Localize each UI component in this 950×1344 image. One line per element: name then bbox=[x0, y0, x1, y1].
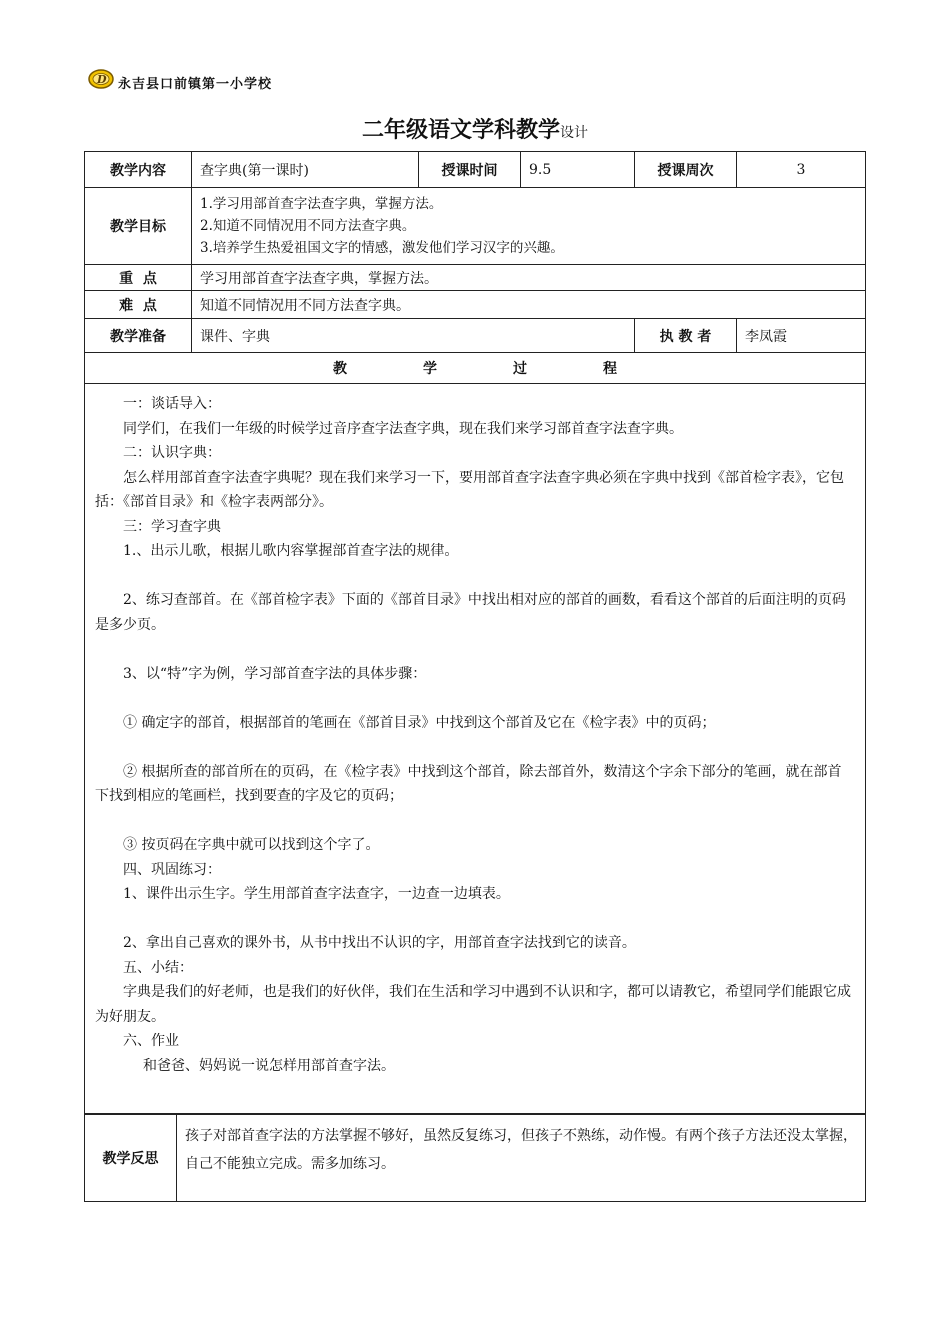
process-paragraph: 怎么样用部首查字法查字典呢？现在我们来学习一下，要用部首查字法查字典必须在字典中找到《部首检字表》，它包括：《部首目录》和《检字表两部分》。 bbox=[95, 469, 844, 510]
week-label: 授课周次 bbox=[635, 152, 737, 188]
process-paragraph: 四、巩固练习： bbox=[123, 861, 221, 878]
process-paragraph: 2、拿出自己喜欢的课外书，从书中找出不认识的字，用部首查字法找到它的读音。 bbox=[123, 935, 636, 951]
row-reflection bbox=[85, 1114, 866, 1202]
content-label: 教学内容 bbox=[85, 152, 192, 188]
row-content bbox=[85, 152, 866, 188]
row-key-point bbox=[85, 265, 866, 291]
process-paragraph: ③ 按页码在字典中就可以找到这个字了。 bbox=[123, 837, 380, 853]
logo-letter: D bbox=[97, 73, 107, 86]
prep-label: 教学准备 bbox=[85, 319, 192, 353]
process-heading bbox=[85, 353, 866, 384]
process-paragraph: 一：谈话导入： bbox=[123, 396, 221, 412]
process-paragraph: 字典是我们的好老师，也是我们的好伙伴，我们在生活和学习中遇到不认识和字，都可以请教它，希望同学们能跟它成为好朋友。 bbox=[95, 984, 851, 1025]
goal-item: 1.学习用部首查字法查字典，掌握方法。 bbox=[200, 196, 443, 212]
lesson-plan-table bbox=[84, 151, 866, 1115]
process-paragraph: 六、作业 bbox=[123, 1033, 179, 1049]
row-process-body bbox=[85, 384, 866, 1115]
reflection-label: 教学反思 bbox=[85, 1114, 177, 1202]
process-paragraph: ② 根据所查的部首所在的页码，在《检字表》中找到这个部首，除去部首外，数清这个字余下部分的笔画，就在部首下找到相应的笔画栏，找到要查的字及它的页码； bbox=[95, 763, 842, 804]
process-paragraph: 同学们，在我们一年级的时候学过音序查字法查字典，现在我们来学习部首查字法查字典。 bbox=[123, 420, 683, 437]
process-paragraph: 2、练习查部首。在《部首检字表》下面的《部首目录》中找出相对应的部首的画数，看看这个部首的后面注明的页码是多少页。 bbox=[95, 592, 846, 633]
school-logo bbox=[88, 68, 116, 90]
process-heading-char: 过 bbox=[513, 361, 527, 377]
goals-label: 教学目标 bbox=[85, 188, 192, 265]
process-paragraph: 1、课件出示生字。学生用部首查字法查字，一边查一边填表。 bbox=[123, 886, 510, 902]
goal-item: 2.知道不同情况用不同方法查字典。 bbox=[200, 218, 416, 234]
school-name: 永吉县口前镇第一小学校 bbox=[118, 76, 273, 92]
difficult-label: 难 点 bbox=[85, 291, 192, 319]
process-paragraph: 和爸爸、妈妈说一说怎样用部首查字法。 bbox=[143, 1057, 395, 1074]
process-paragraph: 1.、出示儿歌，根据儿歌内容掌握部首查字法的规律。 bbox=[123, 543, 459, 559]
process-paragraph: ① 确定字的部首，根据部首的笔画在《部首目录》中找到这个部首及它在《检字表》中的页码； bbox=[123, 714, 716, 731]
key-label: 重 点 bbox=[85, 265, 192, 291]
goal-item: 3.培养学生热爱祖国文字的情感，激发他们学习汉字的兴趣。 bbox=[200, 240, 564, 256]
process-paragraph: 五、小结： bbox=[123, 959, 193, 976]
time-value: 9.5 bbox=[521, 152, 635, 188]
row-goals bbox=[85, 188, 866, 265]
reflection-text: 孩子对部首查字法的方法掌握不够好，虽然反复练习，但孩子不熟练，动作慢。有两个孩子方法还没太掌握，自己不能独立完成。需多加练习。 bbox=[177, 1114, 866, 1202]
week-value: 3 bbox=[737, 152, 866, 188]
process-paragraph: 3、以“特”字为例，学习部首查字法的具体步骤： bbox=[123, 665, 427, 682]
process-heading-char: 教 bbox=[333, 361, 347, 377]
row-process-heading bbox=[85, 353, 866, 384]
process-body bbox=[85, 384, 866, 1115]
row-difficult-point bbox=[85, 291, 866, 319]
process-paragraph: 三：学习查字典 bbox=[123, 518, 221, 535]
reflection-table bbox=[84, 1113, 866, 1202]
teacher-label: 执 教 者 bbox=[635, 319, 737, 353]
row-preparation bbox=[85, 319, 866, 353]
difficult-value: 知道不同情况用不同方法查字典。 bbox=[192, 291, 866, 319]
title-suffix: 设计 bbox=[560, 125, 588, 141]
teacher-value: 李凤霞 bbox=[737, 319, 866, 353]
school-header bbox=[88, 66, 272, 92]
goals-list bbox=[192, 188, 866, 265]
time-label: 授课时间 bbox=[419, 152, 521, 188]
process-heading-char: 程 bbox=[603, 361, 617, 377]
prep-value: 课件、字典 bbox=[192, 319, 635, 353]
page-title bbox=[0, 113, 950, 144]
content-value: 查字典(第一课时) bbox=[192, 152, 419, 188]
process-heading-char: 学 bbox=[423, 361, 437, 377]
title-main: 二年级语文学科教学 bbox=[361, 117, 560, 143]
process-paragraph: 二：认识字典： bbox=[123, 445, 221, 461]
key-value: 学习用部首查字法查字典，掌握方法。 bbox=[192, 265, 866, 291]
